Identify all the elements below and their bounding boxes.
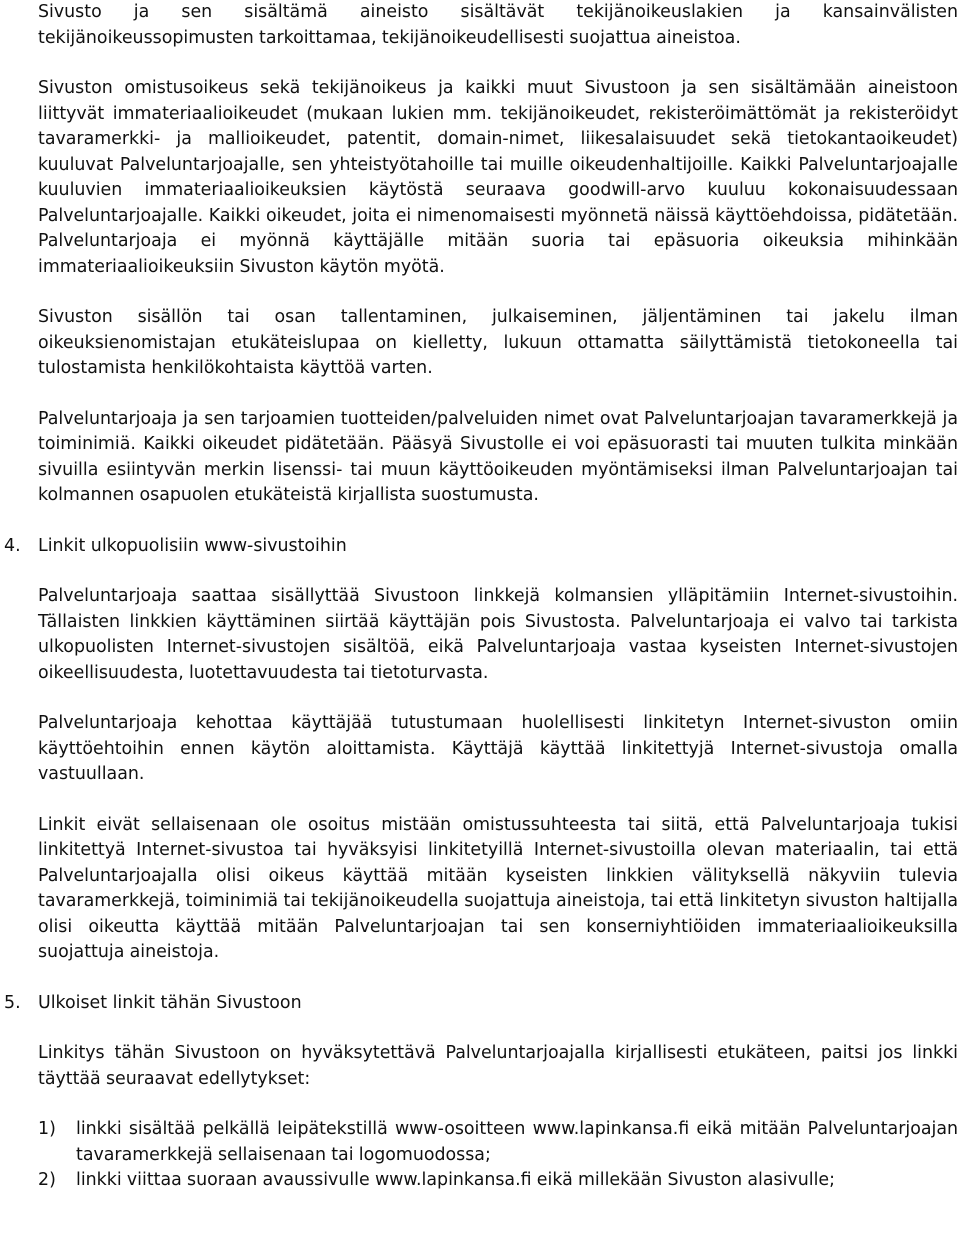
paragraph-reproduction: Sivuston sisällön tai osan tallentaminen, julkaiseminen, jäljentäminen tai jakelu ilman oikeuksienomistajan etukäteislupaa on kielletty, lukuun ottamatta säilyttämistä tietokoneella tai tulostamista henkilökohtaista käyttöä varten. [38, 307, 958, 378]
document-page [4, 0, 958, 1194]
list-item-number: 1) [38, 1119, 56, 1139]
section-4-paragraph-2: Palveluntarjoaja kehottaa käyttäjää tutustumaan huolellisesti linkitetyn Internet-sivuston omiin käyttöehtoihin ennen käytön aloittamista. Käyttäjä käyttää linkitettyjä Internet-sivustoja omalla vastuullaan. [38, 713, 958, 784]
section-5-title: Ulkoiset linkit tähän Sivustoon [38, 992, 302, 1013]
list-item-number: 2) [38, 1170, 56, 1190]
paragraph-copyright-scope: Sivusto ja sen sisältämä aineisto sisältävät tekijänoikeuslakien ja kansainvälisten tekijänoikeussopimusten tarkoittamaa, tekijänoikeudellisesti suojattua aineistoa. [38, 2, 958, 48]
paragraph-trademarks: Palveluntarjoaja ja sen tarjoamien tuotteiden/palveluiden nimet ovat Palveluntarjoajan tavaramerkkejä ja toiminimiä. Kaikki oikeudet pidätetään. Pääsyä Sivustolle ei voi epäsuorasti tai muuten tulkita minkään sivuilla esiintyvän merkin lisenssi- tai muun käyttöoikeuden myöntämiseksi ilman Palveluntarjoajan tai kolmannen osapuolen etukäteistä kirjallista suostumusta. [38, 408, 958, 505]
paragraph-ownership: Sivuston omistusoikeus sekä tekijänoikeus ja kaikki muut Sivustoon ja sen sisältämään aineistoon liittyvät immateriaalioikeudet (mukaan lukien mm. tekijänoikeudet, rekisteröimättömät ja rekisteröidyt tavaramerkki- ja mallioikeudet, patentit, domain-nimet, liikesalaisuudet sekä tietokantaoikeudet) kuuluvat Palveluntarjoajalle, sen yhteistyötahoille tai muille oikeudenhaltijoille. Kaikki Palveluntarjoajalle kuuluvien immateriaalioikeuksien käytöstä seuraava goodwill-arvo kuuluu kokonaisuudessaan Palveluntarjoajalle. Kaikki oikeudet, joita ei nimenomaisesti myönnetä näissä käyttöehdoissa, pidätetään. Palveluntarjoaja ei myönnä käyttäjälle mitään suoria tai epäsuoria oikeuksia mihinkään immateriaalioikeuksiin Sivuston käytön myötä. [38, 78, 958, 277]
list-item-text: linkki viittaa suoraan avaussivulle www.lapinkansa.fi eikä millekään Sivuston alasivulle; [76, 1170, 835, 1190]
section-5-paragraph-1: Linkitys tähän Sivustoon on hyväksytettävä Palveluntarjoajalla kirjallisesti etukäteen, paitsi jos linkki täyttää seuraavat edellytykset: [38, 1043, 958, 1089]
list-item-text: linkki sisältää pelkällä leipätekstillä www-osoitteen www.lapinkansa.fi eikä mitään Palveluntarjoajan tavaramerkkejä sellaisenaan tai logomuodossa; [76, 1119, 958, 1165]
section-4-paragraph-1: Palveluntarjoaja saattaa sisällyttää Sivustoon linkkejä kolmansien ylläpitämiin Internet-sivustoihin. Tällaisten linkkien käyttäminen siirtää käyttäjän pois Sivustosta. Palveluntarjoaja ei valvo tai tarkista ulkopuolisten Internet-sivustojen sisältöä, eikä Palveluntarjoaja vastaa kyseisten Internet-sivustojen oikeellisuudesta, luotettavuudesta tai tietoturvasta. [38, 586, 958, 683]
section-4-heading [4, 534, 958, 560]
section-4-number: 4. [4, 535, 21, 556]
section-4-title: Linkit ulkopuolisiin www-sivustoihin [38, 535, 347, 556]
section-5-number: 5. [4, 992, 21, 1013]
list-item [38, 1168, 958, 1194]
list-item [38, 1117, 958, 1168]
section-5-heading [4, 991, 958, 1017]
section-4-paragraph-3: Linkit eivät sellaisenaan ole osoitus mistään omistussuhteesta tai siitä, että Palveluntarjoaja tukisi linkitettyä Internet-sivustoa tai hyväksyisi linkitetyillä Internet-sivustoilla olevan materiaalin, tai että Palveluntarjoajalla olisi oikeus käyttää mitään kyseisten linkkien välityksellä näkyviin tulevia tavaramerkkejä, toiminimiä tai tekijänoikeudella suojattuja aineistoja, tai että linkitetyn sivuston haltijalla olisi oikeutta käyttää mitään Palveluntarjoajan tai sen konserniyhtiöiden immateriaalioikeuksilla suojattuja aineistoja. [38, 814, 958, 962]
